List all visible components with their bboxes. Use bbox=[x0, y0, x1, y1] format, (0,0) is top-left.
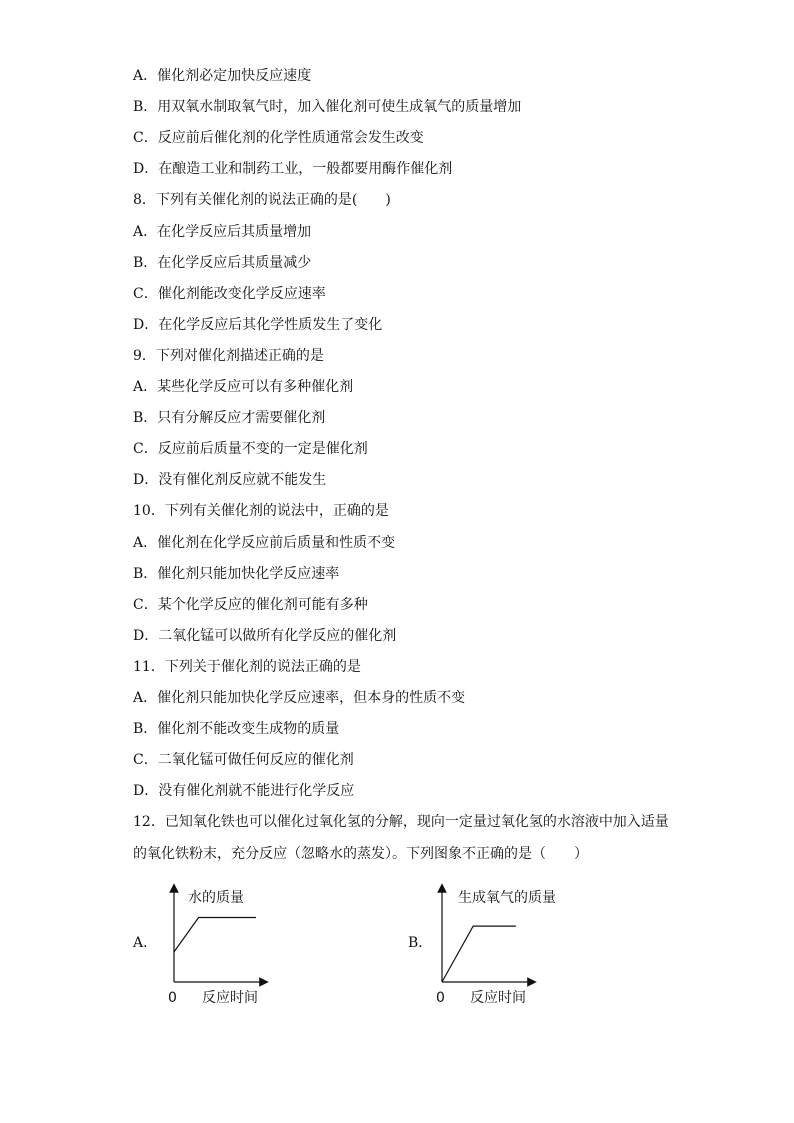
graph-a-xlabel: 反应时间 bbox=[202, 990, 258, 1006]
text-line: 的氧化铁粉末，充分反应（忽略水的蒸发）。下列图象不正确的是（ ） bbox=[133, 845, 588, 862]
text-line: A．某些化学反应可以有多种催化剂 bbox=[133, 379, 354, 395]
graph-a-curve bbox=[174, 918, 256, 952]
text-line: C．某个化学反应的催化剂可能有多种 bbox=[133, 596, 368, 613]
graph-b-origin: 0 bbox=[436, 990, 445, 1006]
text-line: B．用双氧水制取氧气时，加入催化剂可使生成氧气的质量增加 bbox=[133, 99, 522, 116]
graph-a-ylabel: 水的质量 bbox=[188, 890, 244, 906]
graph-a bbox=[160, 880, 280, 1010]
text-line: C．催化剂能改变化学反应速率 bbox=[133, 285, 326, 302]
text-line: D．没有催化剂反应就不能发生 bbox=[133, 472, 327, 489]
text-line: B．催化剂不能改变生成物的质量 bbox=[133, 721, 340, 738]
text-line: B．只有分解反应才需要催化剂 bbox=[133, 410, 326, 427]
text-line: 9．下列对催化剂描述正确的是 bbox=[133, 347, 324, 364]
text-line: 10．下列有关催化剂的说法中，正确的是 bbox=[133, 503, 389, 520]
option-a-label: A． bbox=[133, 935, 158, 951]
text-line: 11．下列关于催化剂的说法正确的是 bbox=[133, 658, 361, 675]
text-line: B．催化剂只能加快化学反应速率 bbox=[133, 565, 340, 582]
graph-b-ylabel: 生成氧气的质量 bbox=[458, 890, 556, 906]
graph-b-xlabel: 反应时间 bbox=[470, 990, 526, 1006]
graph-a-svg bbox=[160, 880, 280, 1010]
text-line: D．没有催化剂就不能进行化学反应 bbox=[133, 783, 355, 800]
text-line: C．反应前后质量不变的一定是催化剂 bbox=[133, 441, 368, 458]
graph-b-curve bbox=[442, 926, 516, 982]
option-b-label: B． bbox=[408, 935, 433, 951]
text-line: A．在化学反应后其质量增加 bbox=[133, 223, 312, 240]
text-line: C．二氧化锰可做任何反应的催化剂 bbox=[133, 752, 354, 769]
text-line: D．在化学反应后其化学性质发生了变化 bbox=[133, 316, 383, 333]
text-line: A．催化剂在化学反应前后质量和性质不变 bbox=[133, 534, 396, 551]
text-line: D．在酿造工业和制药工业，一般都要用酶作催化剂 bbox=[133, 161, 453, 178]
graph-b bbox=[428, 880, 568, 1010]
text-line: D．二氧化锰可以做所有化学反应的催化剂 bbox=[133, 627, 397, 644]
text-line: C．反应前后催化剂的化学性质通常会发生改变 bbox=[133, 130, 424, 147]
text-line: 8．下列有关催化剂的说法正确的是( ) bbox=[133, 192, 391, 209]
text-line: A．催化剂只能加快化学反应速率，但本身的性质不变 bbox=[133, 690, 466, 706]
text-line: 12．已知氧化铁也可以催化过氧化氢的分解，现向一定量过氧化氢的水溶液中加入适量 bbox=[133, 814, 669, 831]
graph-a-origin: 0 bbox=[168, 990, 177, 1006]
graph-b-svg bbox=[428, 880, 568, 1010]
text-line: A．催化剂必定加快反应速度 bbox=[133, 68, 312, 84]
text-line: B．在化学反应后其质量减少 bbox=[133, 254, 312, 271]
